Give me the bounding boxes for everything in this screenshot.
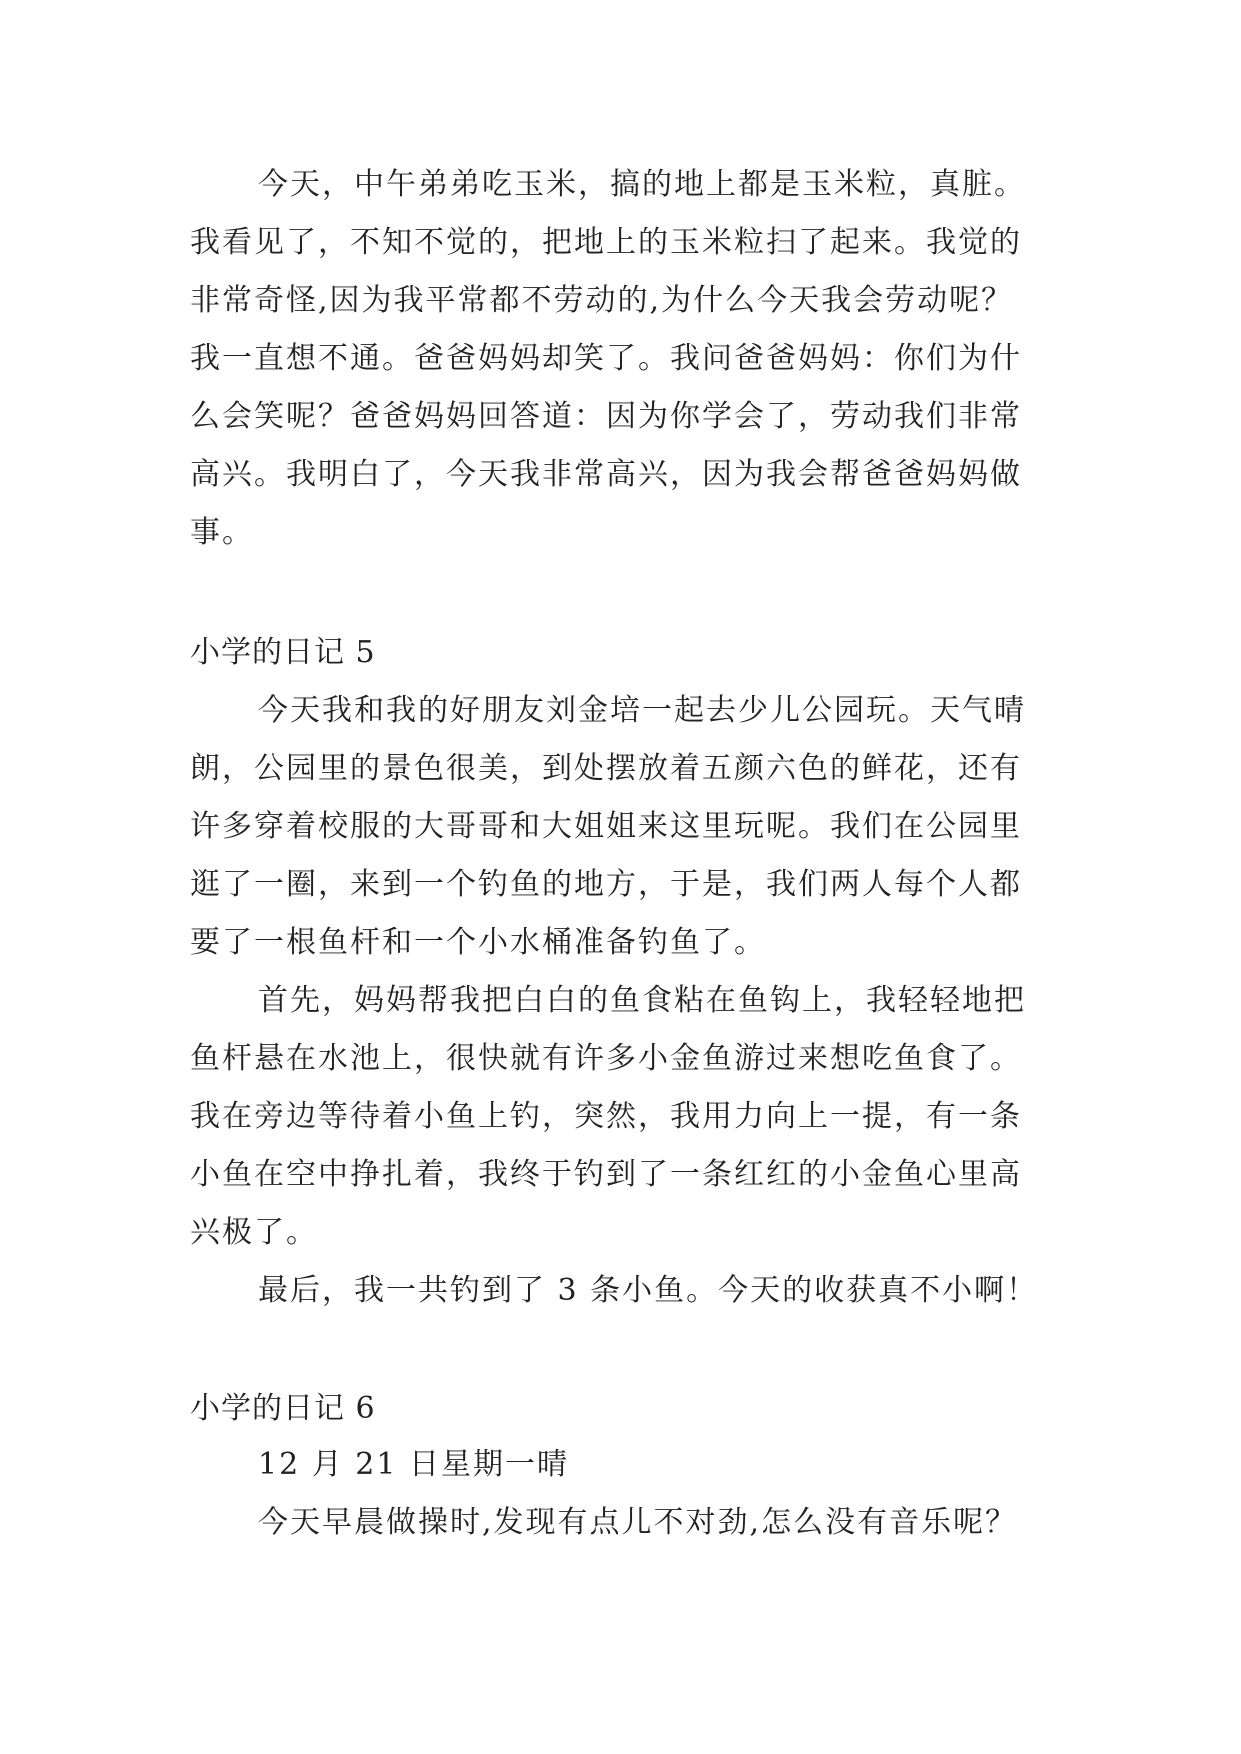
text-line: 鱼杆悬在水池上，很快就有许多小金鱼游过来想吃鱼食了。: [190, 1041, 1022, 1076]
text-line: 事。: [190, 515, 254, 550]
text-line: 今天，中午弟弟吃玉米，搞的地上都是玉米粒，真脏。: [258, 167, 1026, 202]
text-line: 我一直想不通。爸爸妈妈却笑了。我问爸爸妈妈：你们为什: [190, 341, 1022, 376]
text-line: 我看见了，不知不觉的，把地上的玉米粒扫了起来。我觉的: [190, 225, 1022, 260]
date-line: 12 月 21 日星期一晴: [258, 1447, 569, 1482]
text-line: 朗，公园里的景色很美，到处摆放着五颜六色的鲜花，还有: [190, 751, 1022, 786]
text-line: 小鱼在空中挣扎着，我终于钓到了一条红红的小金鱼心里高: [190, 1157, 1022, 1192]
text-line: 今天早晨做操时,发现有点儿不对劲,怎么没有音乐呢？: [258, 1505, 1018, 1540]
text-line: 么会笑呢？爸爸妈妈回答道：因为你学会了，劳动我们非常: [190, 399, 1022, 434]
entry-title: 小学的日记 6: [190, 1391, 376, 1426]
text-line: 今天我和我的好朋友刘金培一起去少儿公园玩。天气晴: [258, 693, 1026, 728]
entry-title: 小学的日记 5: [190, 635, 376, 670]
text-line: 首先，妈妈帮我把白白的鱼食粘在鱼钩上，我轻轻地把: [258, 983, 1026, 1018]
text-line: 高兴。我明白了，今天我非常高兴，因为我会帮爸爸妈妈做: [190, 457, 1022, 492]
text-line: 逛了一圈，来到一个钓鱼的地方，于是，我们两人每个人都: [190, 867, 1022, 902]
text-line: 非常奇怪,因为我平常都不劳动的,为什么今天我会劳动呢？: [190, 283, 1014, 318]
text-line: 兴极了。: [190, 1215, 318, 1250]
text-line: 许多穿着校服的大哥哥和大姐姐来这里玩呢。我们在公园里: [190, 809, 1022, 844]
text-line: 最后，我一共钓到了 3 条小鱼。今天的收获真不小啊！: [258, 1273, 1039, 1308]
text-line: 要了一根鱼杆和一个小水桶准备钓鱼了。: [190, 925, 766, 960]
text-line: 我在旁边等待着小鱼上钓，突然，我用力向上一提，有一条: [190, 1099, 1022, 1134]
